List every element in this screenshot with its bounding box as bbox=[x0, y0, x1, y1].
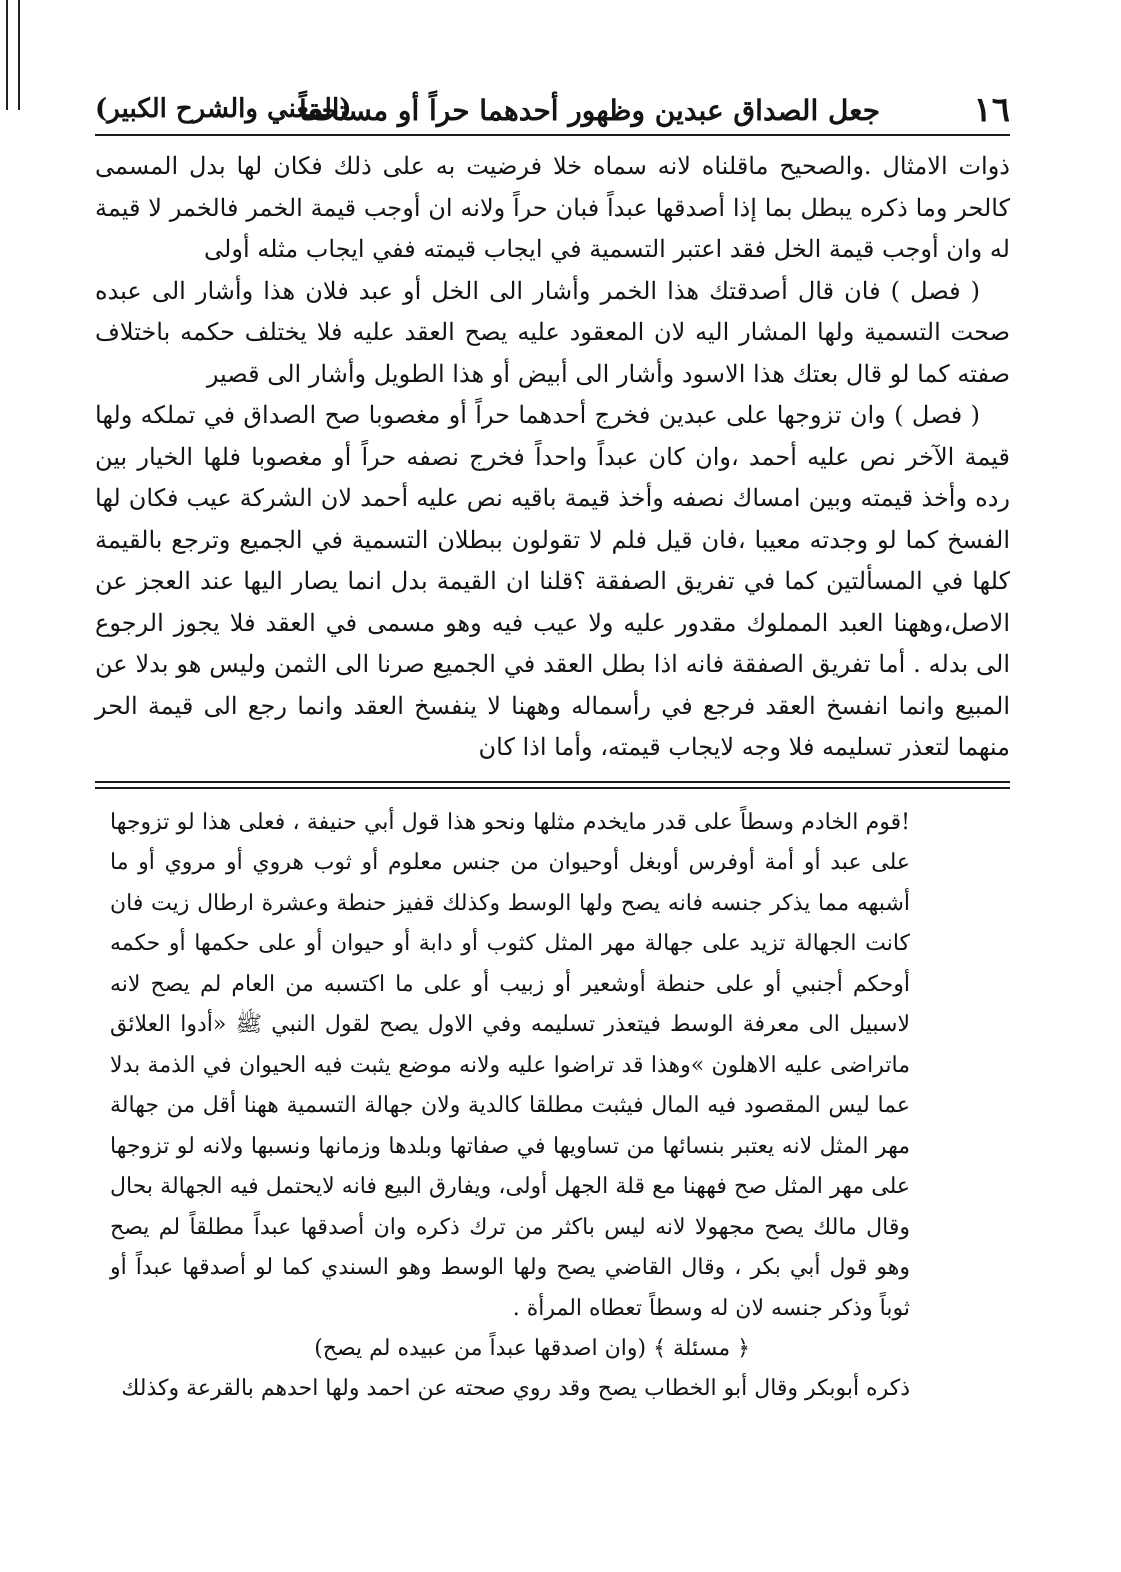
masala-text: (وان اصدقها عبداً من عبيده لم يصح) bbox=[314, 1336, 647, 1361]
footnote-separator bbox=[95, 781, 1010, 789]
book-page bbox=[95, 88, 1010, 1409]
commentary-text bbox=[110, 803, 910, 1370]
commentary-paragraph: !قوم الخادم وسطاً على قدر مايخدم مثلها ونحو هذا قول أبي حنيفة ، فعلى هذا لو تزوجها على عبد أو أمة أوفرس أوبغل أوحيوان من جنس معلوم أو ثوب هروي أو مروي أو ما أشبهه مما يذكر جنسه فانه يصح ولها الوسط وكذلك قفيز حنطة وعشرة ارطال زيت فان كانت الجهالة تزيد على جهالة مهر المثل كثوب أو دابة أو حيوان أو على حكمها أو حكمه أوحكم أجنبي أو على حنطة أوشعير أو زبيب أو على ما اكتسبه من العام لم يصح لانه لاسبيل الى معرفة الوسط فيتعذر تسليمه وفي الاول يصح لقول النبي ﷺ «أدوا العلائق ماتراضى عليه الاهلون »وهذا قد تراضوا عليه ولانه موضع يثبت فيه الحيوان في الذمة بدلا عما ليس المقصود فيه المال فيثبت مطلقا كالدية ولان جهالة التسمية ههنا أقل من جهالة مهر المثل لانه يعتبر بنسائها من تساويها في صفاتها وبلدها وزمانها ونسبها ولانه لو تزوجها على مهر المثل صح فههنا مع قلة الجهل أولى، ويفارق البيع فانه لايحتمل فيه الجهالة بحال وقال مالك يصح مجهولا لانه ليس باكثر من ترك ذكره وان أصدقها عبداً مطلقاً لم يصح وهو قول أبي بكر ، وقال القاضي يصح ولها الوسط وهو السندي كما لو أصدقها عبداً أو ثوباً وذكر جنسه لان له وسطاً تعطاه المرأة . bbox=[110, 809, 910, 1321]
binding-edge bbox=[6, 0, 20, 110]
main-paragraph: ( فصل ) فان قال أصدقتك هذا الخمر وأشار الى الخل أو عبد فلان هذا وأشار الى عبده صحت التسمية ولها المشار اليه لان المعقود عليه يصح العقد عليه فلا يختلف حكمه باختلاف صفته كما لو قال بعتك هذا الاسود وأشار الى أبيض أو هذا الطويل وأشار الى قصير bbox=[95, 276, 1010, 388]
page-number: ١٦ bbox=[973, 90, 1010, 130]
page-header bbox=[95, 88, 1010, 136]
book-title: (المغني والشرح الكبير) bbox=[95, 94, 352, 124]
main-paragraph: ( فصل ) وان تزوجها على عبدين فخرج أحدهما حراً أو مغصوبا صح الصداق في تملكه ولها قيمة الآخر نص عليه أحمد ،وان كان عبداً واحداً فخرج نصفه حراً أو مغصوبا فلها الخيار بين رده وأخذ قيمته وبين امساك نصفه وأخذ قيمة باقيه نص عليه أحمد لان الشركة عيب فكان لها الفسخ كما لو وجدته معيبا ،فان قيل فلم لا تقولون ببطلان التسمية في الجميع وترجع بالقيمة كلها في المسألتين كما في تفريق الصفقة ؟قلنا ان القيمة بدل انما يصار اليها عند العجز عن الاصل،وههنا العبد المملوك مقدور عليه ولا عيب فيه وهو مسمى في العقد فلا يجوز الرجوع الى بدله . أما تفريق الصفقة فانه اذا بطل العقد في الجميع صرنا الى الثمن وليس هو بدلا عن المبيع وانما انفسخ العقد فرجع في رأسماله وههنا لا ينفسخ العقد وانما رجع الى قيمة الحر منهما لتعذر تسليمه فلا وجه لايجاب قيمته، وأما اذا كان bbox=[95, 401, 1011, 761]
masala-label: ﴿ مسئلة ﴾ bbox=[653, 1336, 750, 1361]
masala-heading bbox=[110, 1329, 750, 1369]
main-paragraph: ذوات الامثال .والصحيح ماقلناه لانه سماه خلا فرضيت به على ذلك فكان لها بدل المسمى كالحر وما ذكره يبطل بما إذا أصدقها عبداً فبان حراً ولانه ان أوجب قيمة الخمر فالخمر لا قيمة له وان أوجب قيمة الخل فقد اعتبر التسمية في ايجاب قيمته ففي ايجاب مثله أولى bbox=[95, 152, 1010, 263]
main-text bbox=[95, 146, 1010, 769]
running-title: جعل الصداق عبدين وظهور أحدهما حراً أو مستحقاً bbox=[298, 94, 880, 127]
commentary-last-line: ذكره أبوبكر وقال أبو الخطاب يصح وقد روي صحته عن احمد ولها احدهم بالقرعة وكذلك bbox=[121, 1376, 910, 1401]
